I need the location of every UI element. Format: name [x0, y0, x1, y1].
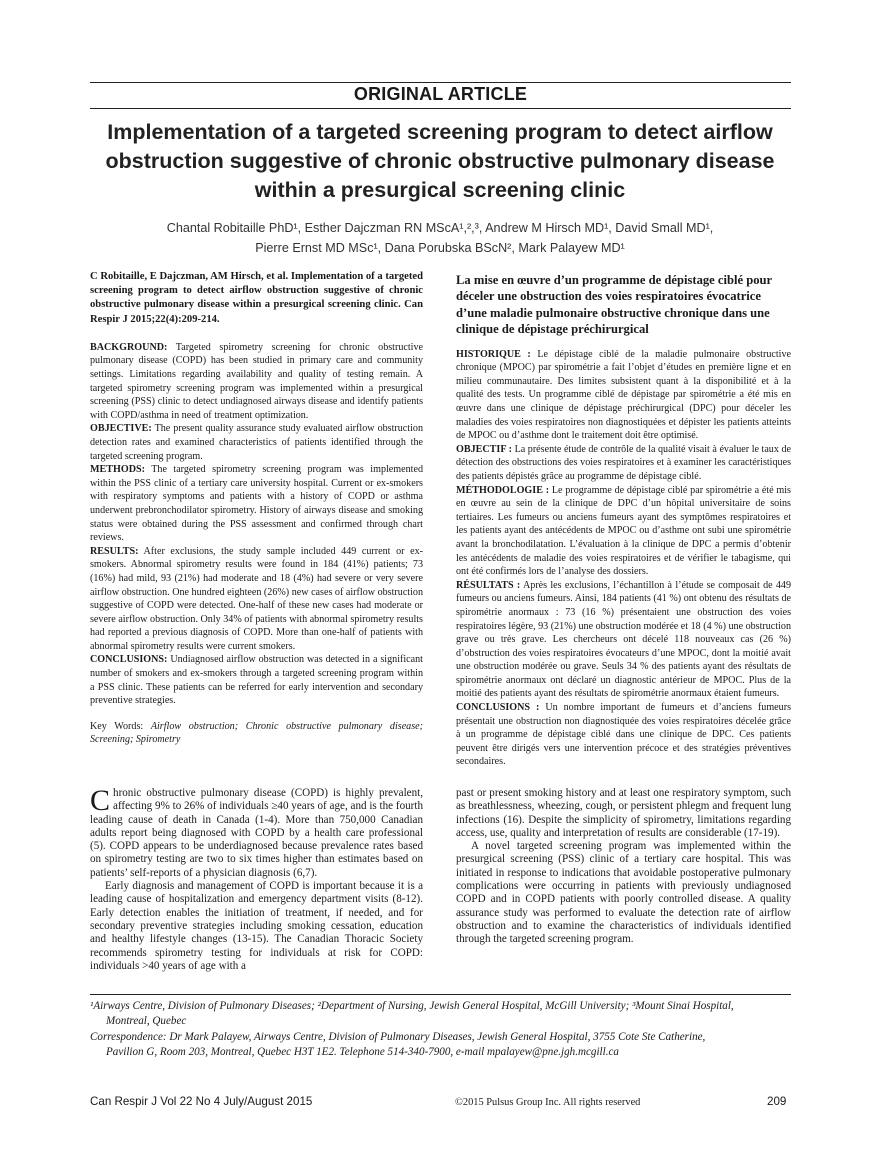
- body-column-right: [456, 787, 791, 947]
- body-paragraph-3: past or present smoking history and at least one respiratory symptom, such as breathlessness, wheezing, cough, or persistent phlegm and frequent lung infections (16). Despite the simplicity of spirometry, limitations regarding access, use, quality and interpretation of results are considerable (17-19).: [456, 787, 791, 839]
- footnote-rule: [90, 994, 791, 995]
- resultats-label: RÉSULTATS :: [456, 579, 521, 591]
- background-label: BACKGROUND:: [90, 341, 168, 353]
- abstract-resultats: [456, 579, 791, 701]
- objectif-label: OBJECTIF :: [456, 443, 513, 455]
- body-paragraph-1-text: hronic obstructive pulmonary disease (COPD) is highly prevalent, affecting 9% to 26% of individuals ≥40 years of age, and is the fourth leading cause of death in Canada (1-4). More than 750,000 Canadian adults report being diagnosed with COPD by a health care professional (5). COPD appears to be underdiagnosed because prevalence rates based on spirometry testing are two to six times higher than estimates based on patients’ self-reports of a physician diagnosis (6,7).: [90, 787, 423, 879]
- abstract-background: [90, 341, 423, 423]
- resultats-text: Après les exclusions, l’échantillon à l’étude se composait de 449 fumeurs ou anciens fumeurs. Ainsi, 184 patients (41 %) ont obtenu des résultats de spirométrie anormaux : 73 (16 %) présentaient une obstruction des voies respiratoires légère, 93 (21%) une obstruction modérée et 18 (4 %) une obstruction grave ou très grave. Les chercheurs ont décelé 118 nouveaux cas (26 %) d’obstruction des voies respiratoires évocateurs d’une MPOC, dont la moitié avait une obstruction modérée ou grave. Seuls 34 % des patients ayant des résultats de spirométrie anormaux ont déclaré un diagnostic antérieur de MPOC. Plus de la moitié des patients ayant des résultats de spirométrie anormaux étaient fumeurs.: [456, 579, 792, 700]
- conclusions-fr-label: CONCLUSIONS :: [456, 702, 540, 714]
- keywords-label: Key Words:: [90, 720, 144, 732]
- abstract-methodologie: [456, 484, 791, 579]
- body-paragraph-4: A novel targeted screening program was implemented within the presurgical screening (PSS) clinic of a tertiary care hospital. This was initiated in response to indications that avoidable postoperative pulmonary complications were occurring in patients with previously undiagnosed COPD and in COPD patients with poorly controlled disease. A quality assurance study was performed to evaluate the detection rate of airflow obstruction and to examine the characteristics of individuals identified through the targeted screening program.: [456, 840, 791, 946]
- abstract-conclusions: [90, 653, 423, 707]
- english-abstract: [90, 270, 423, 747]
- keywords: [90, 720, 423, 747]
- objectif-text: La présente étude de contrôle de la qualité visait à évaluer le taux de détection des obstructions des voies respiratoires et à examiner les caractéristiques des patients dépistés grâce au programme de dépistage ciblé.: [456, 443, 791, 482]
- conclusions-fr-text: Un nombre important de fumeurs et d’anciens fumeurs présentait une obstruction non diagnostiquée des voies respiratoires décelée grâce à un programme de dépistage ciblé dans une clinique de DPC. Ces patients peuvent être dirigés vers une intervention précoce et des stratégies préventives secondaires.: [456, 702, 791, 768]
- header-rule-bottom: [90, 108, 791, 109]
- drop-cap: C: [90, 784, 111, 817]
- methods-label: METHODS:: [90, 464, 145, 476]
- footer-journal: Can Respir J Vol 22 No 4 July/August 2015: [90, 1095, 313, 1108]
- results-text: After exclusions, the study sample included 449 current or ex-smokers. Abnormal spirometry results were found in 184 (41%) patients; 73 (16%) had mild, 93 (21%) had moderate and 18 (4%) had severe or very severe airflow obstruction. One hundred eighteen (26%) new cases of airflow obstruction suggestive of COPD were detected. One-half of these new cases had moderate or severe airflow obstruction. Only 34% of patients with abnormal spirometry results had reported a previous diagnosis of COPD. More than one-half of patients with abnormal spirometry results were current smokers.: [90, 545, 424, 652]
- author-line-2: Pierre Ernst MD MSc¹, Dana Porubska BScN², Mark Palayew MD¹: [255, 241, 625, 255]
- page-number: 209: [767, 1095, 787, 1108]
- section-label: ORIGINAL ARTICLE: [353, 84, 528, 104]
- conclusions-label: CONCLUSIONS:: [90, 654, 168, 666]
- header-rule-top: [90, 82, 791, 83]
- footnotes: [90, 999, 791, 1061]
- objective-text: The present quality assurance study evaluated airflow obstruction detection rates and examined characteristics of patients identified through the targeted screening program.: [90, 423, 423, 462]
- objective-label: OBJECTIVE:: [90, 423, 152, 435]
- french-abstract: [456, 272, 791, 769]
- historique-label: HISTORIQUE :: [456, 348, 531, 360]
- abstract-methods: [90, 463, 423, 545]
- citation: C Robitaille, E Dajczman, AM Hirsch, et al. Implementation of a targeted screening program to detect airflow obstruction suggestive of chronic obstructive pulmonary disease within a presurgical screening clinic. Can Respir J 2015;22(4):209-214.: [90, 271, 423, 325]
- abstract-conclusions-fr: [456, 701, 791, 769]
- correspondence-line-1: Correspondence: Dr Mark Palayew, Airways Centre, Division of Pulmonary Diseases, Jewish General Hospital, 3755 Cote Ste Catherine,: [90, 1030, 706, 1043]
- abstract-objectif: [456, 443, 791, 484]
- affiliations-line-1: ¹Airways Centre, Division of Pulmonary Diseases; ²Department of Nursing, Jewish General Hospital, McGill University; ³Mount Sinai Hospital,: [90, 1000, 734, 1012]
- french-title: La mise en œuvre d’un programme de dépistage ciblé pour déceler une obstruction des voies respiratoires évocatrice d’une maladie pulmonaire obstructive chronique dans une clinique de dépistage préchirurgical: [456, 273, 772, 337]
- body-paragraph-2: Early diagnosis and management of COPD is important because it is a leading cause of hospitalization and emergency department visits (8-12). Early detection enables the initiation of treatment, if needed, and for secondary preventive strategies including smoking cessation, education and healthy lifestyle changes (13-15). The Canadian Thoracic Society recommends spirometry testing for individuals at risk for COPD: individuals >40 years of age with a: [90, 880, 423, 972]
- author-line-1: Chantal Robitaille PhD¹, Esther Dajczman RN MScA¹,²,³, Andrew M Hirsch MD¹, David Small MD¹,: [166, 221, 714, 235]
- article-title: Implementation of a targeted screening program to detect airflow obstruction suggestive of chronic obstructive pulmonary disease within a presurgical screening clinic: [105, 120, 775, 202]
- body-column-left: [90, 784, 423, 973]
- results-label: RESULTS:: [90, 545, 139, 557]
- body-paragraph-1: [90, 784, 423, 880]
- background-text: Targeted spirometry screening for chronic obstructive pulmonary disease (COPD) has been studied in primary care and community settings. Limitations regarding availability and quality of testing remain. A targeted spirometry screening program was implemented within a presurgical screening (PSS) clinic to detect undiagnosed airways disease and identify patients with COPD/asthma in need of treatment optimization.: [90, 341, 423, 421]
- abstract-historique: [456, 348, 791, 443]
- methodologie-label: MÉTHODOLOGIE :: [456, 484, 550, 496]
- abstract-objective: [90, 422, 423, 463]
- historique-text: Le dépistage ciblé de la maladie pulmonaire obstructive chronique (MPOC) par spirométrie a fait l’objet d’études en première ligne et en milieu communautaire. Des limites subsistent quant à la disponibilité et à la qualité des tests. Un programme ciblé de dépistage par spirométrie a été mis en œuvre dans une clinique de dépistage préchirurgical (DPC) pour déceler les maladies des voies respiratoires non diagnostiquées et dépister les patients atteints de MPOC ou d’asthme dont le traitement doit être optimisé.: [456, 348, 791, 442]
- affiliations-line-2: Montreal, Quebec: [106, 1015, 187, 1028]
- correspondence-line-2: Pavilion G, Room 203, Montreal, Quebec H3T 1E2. Telephone 514-340-7900, e-mail mpalayew@pne.jgh.mcgill.ca: [106, 1046, 619, 1059]
- methods-text: The targeted spirometry screening program was implemented within the PSS clinic of a tertiary care university hospital. Current or ex-smokers with respiratory symptoms and patients with a history of COPD or asthma underwent prebronchodilator spirometry. History of airways disease and smoking status were obtained during the PSS assessment and confirmed through chart reviews.: [90, 464, 423, 544]
- abstract-results: [90, 545, 423, 654]
- methodologie-text: Le programme de dépistage ciblé par spirométrie a été mis en œuvre au sein de la clinique de DPC d’un hôpital universitaire de soins tertiaires. Les fumeurs ou anciens fumeurs ayant des symptômes respiratoires et les patients ayant des antécédents de MPOC ou d’asthme ont subi une spirométrie avant la bronchodilatation. L’évaluation à la clinique de DPC a permis d’obtenir les antécédents de maladie des voies respiratoires et de vérifier le tabagisme, qui ont été confirmés lors de l’analyse des dossiers.: [456, 484, 791, 578]
- author-list: [120, 218, 760, 258]
- conclusions-text: Undiagnosed airflow obstruction was detected in a significant number of smokers and ex-smokers through a targeted screening program within a PSS clinic. These patients can be referred for early intervention and secondary preventive strategies.: [90, 654, 423, 707]
- footer-copyright: ©2015 Pulsus Group Inc. All rights reserved: [455, 1097, 641, 1108]
- keywords-text: Airflow obstruction; Chronic obstructive pulmonary disease; Screening; Spirometry: [90, 720, 423, 746]
